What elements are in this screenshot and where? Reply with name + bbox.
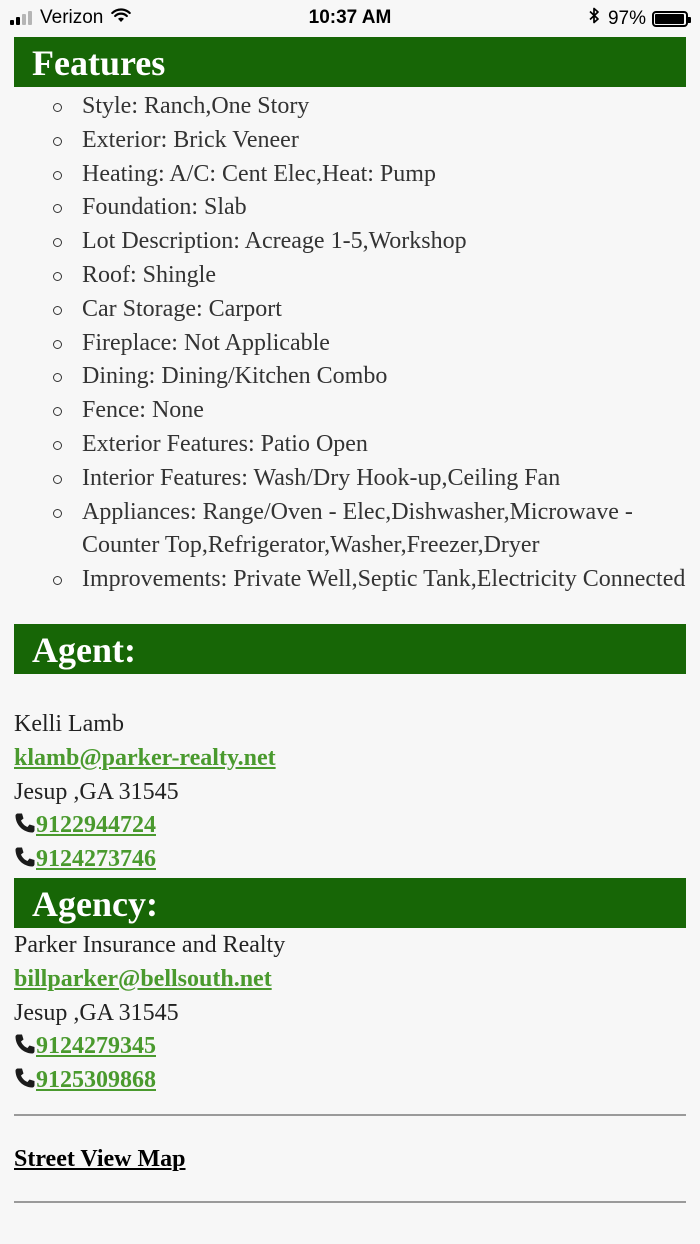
battery-fill: [655, 14, 684, 24]
feature-item: Fireplace: Not Applicable: [14, 327, 686, 361]
agent-phone-row: [14, 809, 686, 843]
feature-item: Dining: Dining/Kitchen Combo: [14, 360, 686, 394]
agent-phone-link[interactable]: 9124273746: [36, 846, 156, 873]
feature-item: Exterior: Brick Veneer: [14, 124, 686, 158]
agency-phone-row: [14, 1064, 686, 1098]
phone-icon: [14, 1066, 36, 1088]
clock: 10:37 AM: [308, 7, 392, 28]
phone-icon: [14, 811, 36, 833]
battery-icon: [652, 11, 688, 27]
agency-phone-link[interactable]: 9124279345: [36, 1033, 156, 1060]
divider: [14, 1114, 686, 1116]
feature-item: Fence: None: [14, 394, 686, 428]
feature-item: Improvements: Private Well,Septic Tank,Electricity Connected: [14, 563, 686, 597]
agent-location: Jesup ,GA 31545: [14, 778, 179, 805]
agency-phone-link[interactable]: 9125309868: [36, 1067, 156, 1094]
agent-info: [14, 674, 686, 877]
feature-item: Style: Ranch,One Story: [14, 90, 686, 124]
agency-phone-row: [14, 1030, 686, 1064]
agent-email-link[interactable]: klamb@parker-realty.net: [14, 744, 276, 771]
agent-phone-row: [14, 843, 686, 877]
carrier-label: Verizon: [40, 7, 104, 28]
agency-name: Parker Insurance and Realty: [14, 931, 286, 958]
agent-name: Kelli Lamb: [14, 710, 124, 737]
agent-phone-link[interactable]: 9122944724: [36, 812, 156, 839]
agency-info: [14, 928, 686, 1098]
features-list: [14, 87, 686, 597]
feature-item: Interior Features: Wash/Dry Hook-up,Ceiling Fan: [14, 462, 686, 496]
features-header: Features: [14, 37, 686, 87]
agency-email-link[interactable]: billparker@bellsouth.net: [14, 965, 272, 992]
bluetooth-icon: [589, 7, 600, 30]
battery-percent: 97%: [607, 7, 646, 29]
status-bar: [0, 0, 700, 36]
agency-header: Agency:: [14, 878, 686, 928]
page-content: [14, 37, 686, 1203]
feature-item: Car Storage: Carport: [14, 293, 686, 327]
feature-item: Foundation: Slab: [14, 191, 686, 225]
phone-icon: [14, 845, 36, 867]
feature-item: Exterior Features: Patio Open: [14, 428, 686, 462]
feature-item: Roof: Shingle: [14, 259, 686, 293]
street-view-map-link[interactable]: Street View Map: [14, 1145, 186, 1172]
feature-item: Heating: A/C: Cent Elec,Heat: Pump: [14, 158, 686, 192]
divider: [14, 1201, 686, 1203]
phone-icon: [14, 1032, 36, 1054]
feature-item: Appliances: Range/Oven - Elec,Dishwasher,Microwave - Counter Top,Refrigerator,Washer,Freezer,Dryer: [14, 496, 686, 564]
agency-location: Jesup ,GA 31545: [14, 999, 179, 1026]
feature-item: Lot Description: Acreage 1-5,Workshop: [14, 225, 686, 259]
agent-header: Agent:: [14, 624, 686, 674]
status-right: [589, 7, 688, 30]
